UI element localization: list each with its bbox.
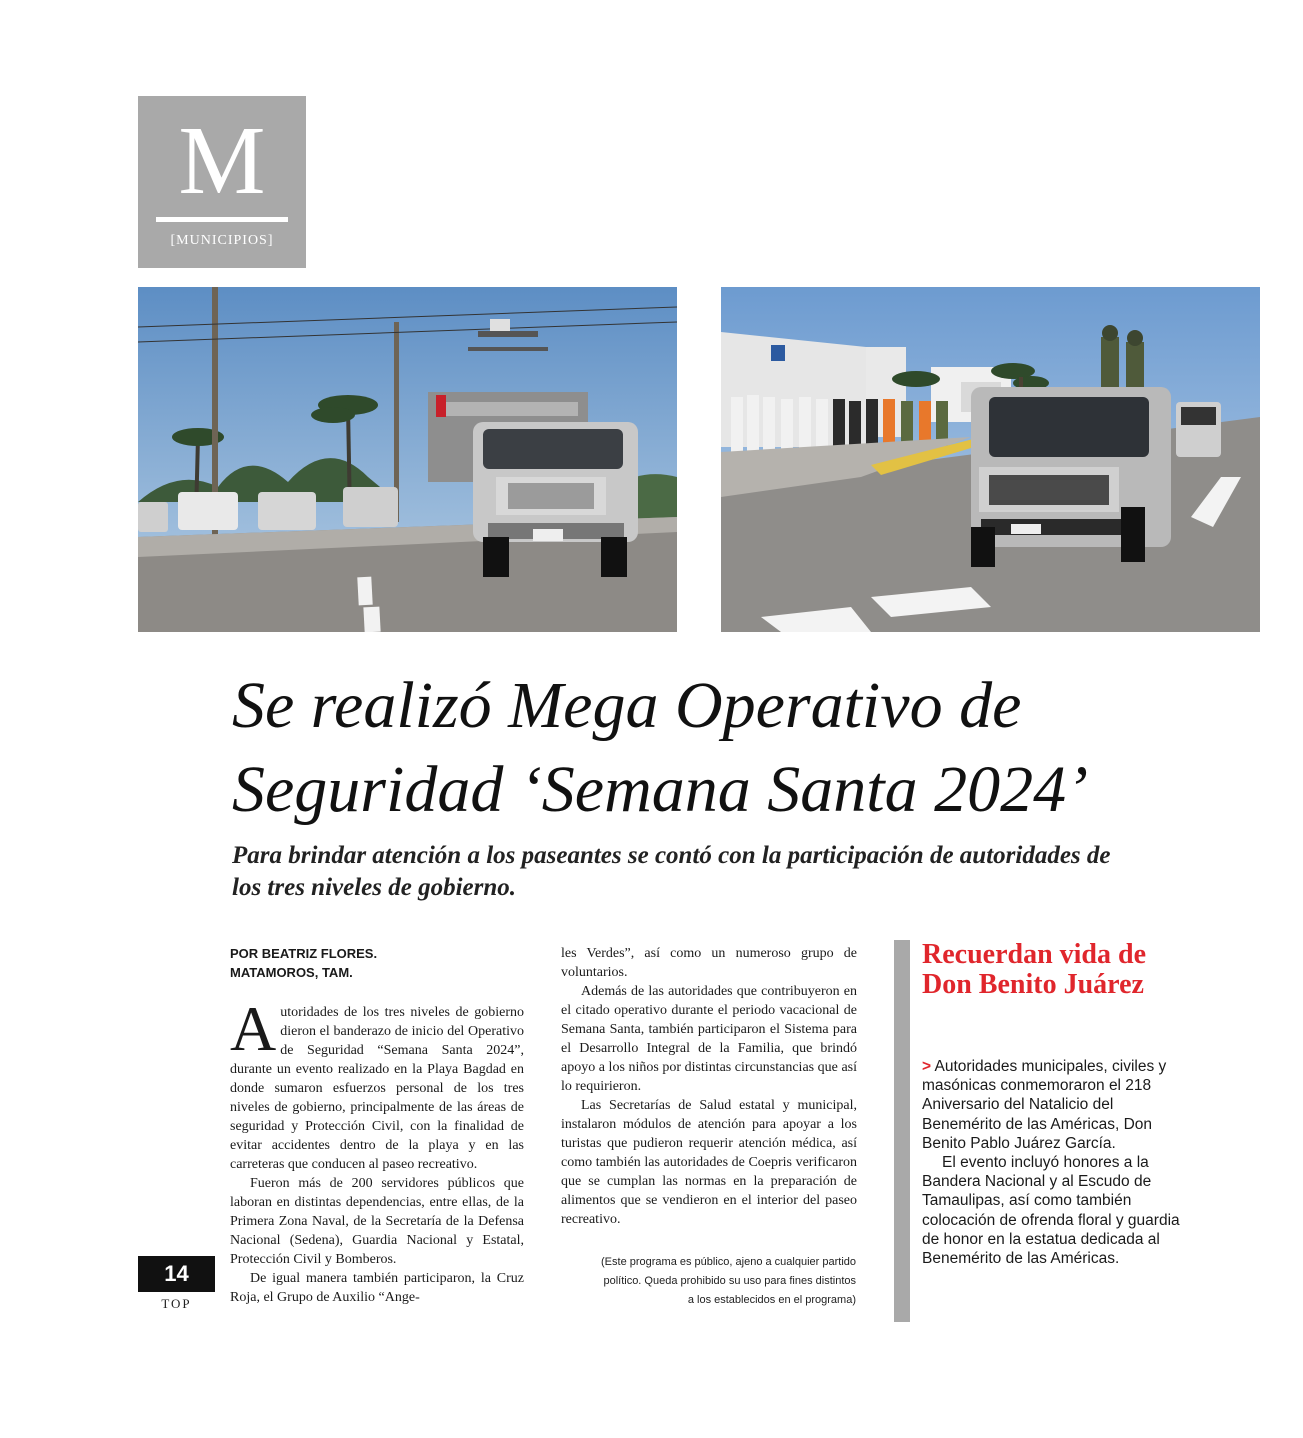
section-name: [MUNICIPIOS] bbox=[170, 233, 274, 248]
byline bbox=[230, 944, 530, 982]
page-label: TOP bbox=[161, 1296, 192, 1311]
section-letter: M bbox=[178, 107, 266, 215]
sidebar-paragraph: El evento incluyó honores a la Bandera Nacional y al Escudo de Tamaulipas, así como también colocación de ofrenda floral y guardia de honor en la estatua dedicada al Benemérito de las Américas. bbox=[922, 1154, 1180, 1268]
article-column-1 bbox=[230, 993, 524, 1307]
photo-operativo-road bbox=[138, 287, 677, 632]
article-paragraph: Además de las autoridades que contribuyeron en el citado operativo durante el periodo vacacional de Semana Santa, también participaron el Sistema para el Desarrollo Integral de la Familia, que brindó apoyo a los niños por distintas circunstancias que así lo requirieron. bbox=[561, 984, 857, 1094]
section-divider bbox=[156, 217, 288, 222]
sidebar-title: Recuerdan vida de Don Benito Juárez bbox=[922, 939, 1146, 1000]
article-paragraph: Fueron más de 200 servidores públicos que laboran en distintas dependencias, entre ellas, de la Primera Zona Naval, de la Secretaría de la Defensa Nacional (Sedena), Guardia Nacional y Estatal, Protección Civil y Bomberos. bbox=[230, 1176, 524, 1267]
page-number: 14 bbox=[138, 1256, 215, 1292]
program-disclaimer: (Este programa es público, ajeno a cualquier partido político. Queda prohibido su uso para fines distintos a los establecidos en el programa) bbox=[601, 1256, 856, 1306]
article-paragraph: Las Secretarías de Salud estatal y municipal, instalaron módulos de atención para apoyar a los turistas que pudieron requerir atención médica, así como también las autoridades de Coepris verificaron que se cumplan las normas en la preparación de alimentos que se vendieron en el interior del paseo recreativo. bbox=[561, 1098, 857, 1227]
sidebar-accent-bar bbox=[894, 940, 910, 1322]
sidebar-paragraph-text: Autoridades municipales, civiles y masónicas conmemoraron el 218 Aniversario del Natalicio del Benemérito de las Américas, Don Benito Pablo Juárez García. bbox=[922, 1058, 1167, 1152]
sidebar-paragraph bbox=[922, 1057, 1194, 1153]
article-paragraph-text: utoridades de los tres niveles de gobierno dieron el banderazo de inicio del Operativo de Seguridad “Semana Santa 2024”, durante un evento realizado en la Playa Bagdad en donde sumaron esfuerzos personal de los tres niveles de gobierno, principalmente de las áreas de seguridad y Protección Civil, con la finalidad de evitar accidentes dentro de la playa y en las carreteras que conducen al paseo recreativo. bbox=[230, 1005, 524, 1172]
article-column-2 bbox=[561, 944, 857, 1229]
section-header bbox=[138, 96, 306, 268]
byline-location: MATAMOROS, TAM. bbox=[230, 965, 353, 980]
article-paragraph: les Verdes”, así como un numeroso grupo de voluntarios. bbox=[561, 946, 857, 980]
headline: Se realizó Mega Operativo de Seguridad ‘Semana Santa 2024’ bbox=[232, 669, 1089, 826]
article-paragraph: De igual manera también participaron, la Cruz Roja, el Grupo de Auxilio “Ange- bbox=[230, 1271, 524, 1305]
subheadline: Para brindar atención a los paseantes se contó con la participación de autoridades de los tres niveles de gobierno. bbox=[232, 842, 1111, 901]
sidebar-body bbox=[922, 1057, 1194, 1268]
photo-operativo-arranque bbox=[721, 287, 1260, 632]
article-paragraph bbox=[230, 993, 524, 1174]
arrow-icon: > bbox=[922, 1058, 932, 1075]
drop-cap: A bbox=[230, 993, 277, 1064]
byline-author: POR BEATRIZ FLORES. bbox=[230, 946, 378, 961]
